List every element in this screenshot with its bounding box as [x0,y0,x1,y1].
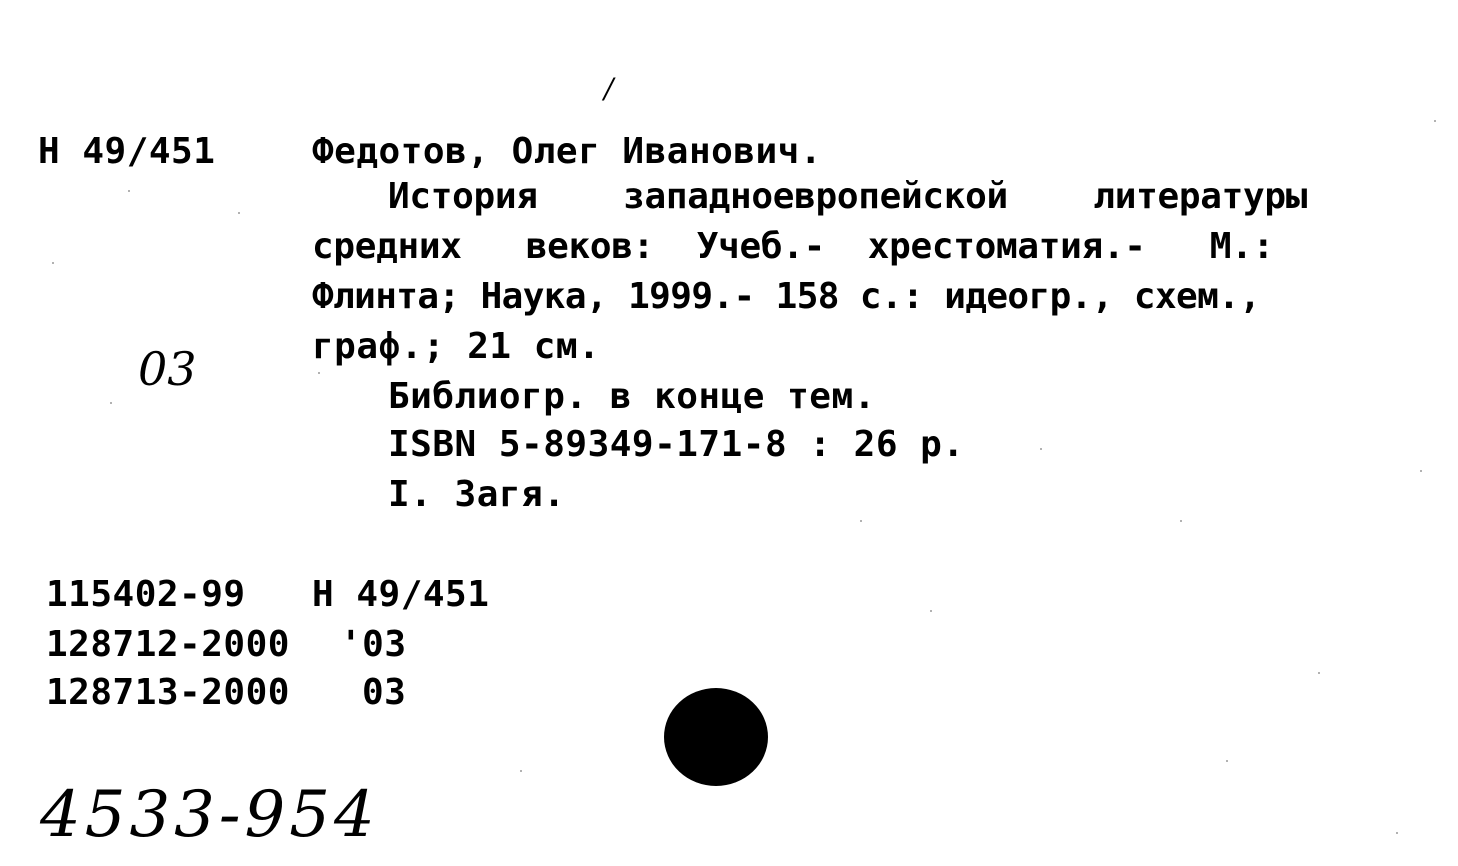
speck [1396,832,1398,834]
speck [238,212,240,214]
pencil-mark: / [604,72,614,105]
speck [318,372,320,374]
inventory-location-2: '03 [340,624,407,665]
author-heading: Федотов, Олег Иванович. [312,131,822,172]
ink-stamp-dot [664,688,768,786]
speck [1318,672,1320,674]
note-isbn: ISBN 5-89349-171-8 : 26 р. [388,424,965,465]
speck [1040,448,1042,450]
speck [1434,120,1436,122]
speck [520,770,522,772]
title-line-4: граф.; 21 см. [312,326,601,367]
note-added-entry: I. Загя. [388,474,566,515]
note-bibliography: Библиогр. в конце тем. [388,376,876,417]
title-line-1: История западноевропейской литературы [388,176,1308,217]
speck [1180,520,1182,522]
inventory-number-2: 128712-2000 [46,624,290,665]
call-number: Н 49/451 [38,131,216,172]
handwritten-footer: 4533-954 [40,778,379,852]
speck [1420,470,1422,472]
inventory-location-3: 03 [362,672,407,713]
speck [110,402,112,404]
speck [128,190,130,192]
speck [52,262,54,264]
speck [930,610,932,612]
speck [1226,760,1228,762]
speck [860,520,862,522]
handwritten-code: 03 [138,342,197,396]
title-line-2: средних веков: Учеб.- хрестоматия.- М.: [312,226,1274,267]
inventory-location-1: Н 49/451 [312,574,490,615]
inventory-number-1: 115402-99 [46,574,246,615]
inventory-number-3: 128713-2000 [46,672,290,713]
title-line-3: Флинта; Наука, 1999.- 158 с.: идеогр., схем., [312,276,1261,317]
